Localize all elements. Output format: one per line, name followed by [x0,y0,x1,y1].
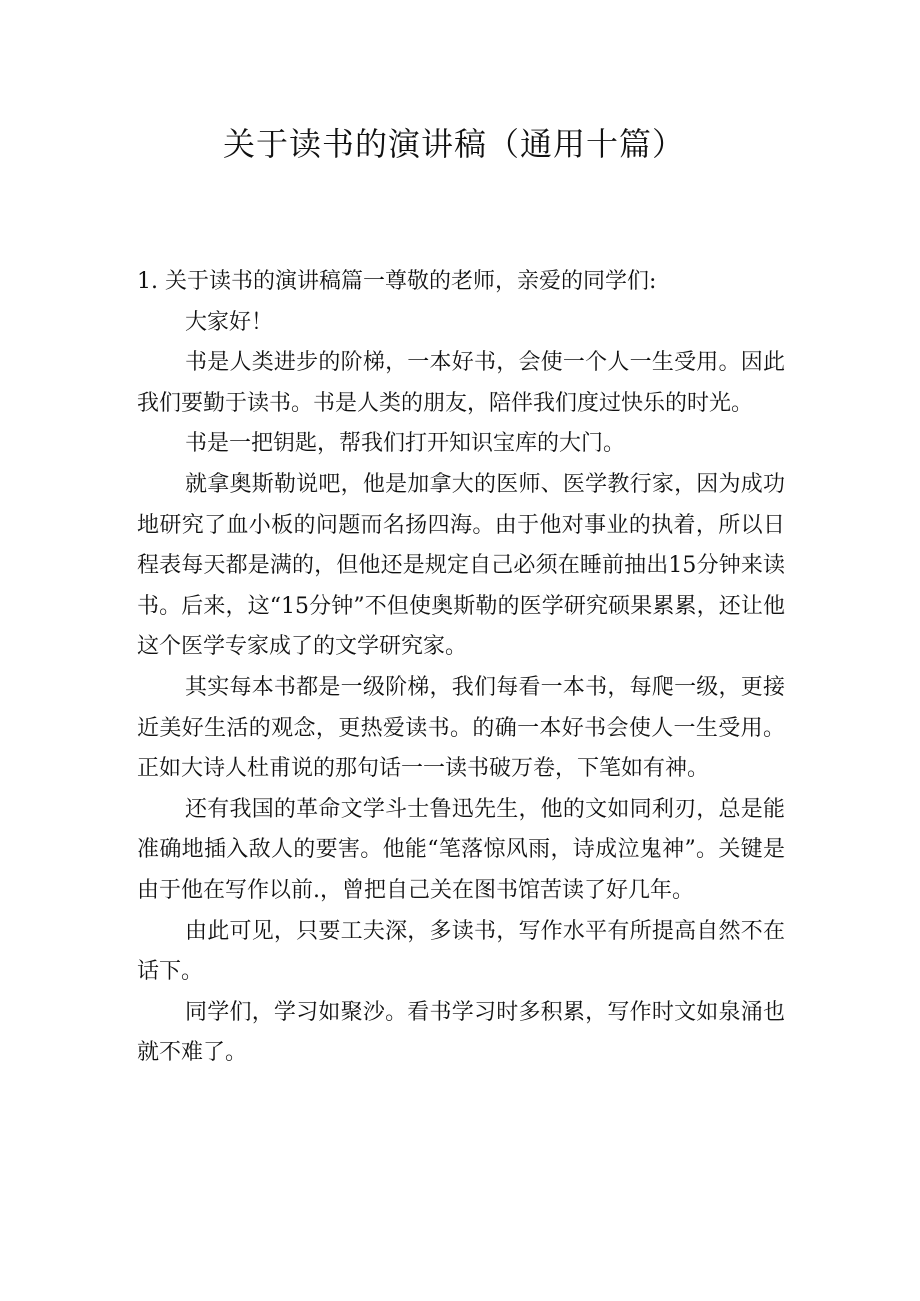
paragraph-body: 书是一把钥匙，帮我们打开知识宝库的大门。 [185,431,626,457]
paragraph-body: 书是人类进步的阶梯，一本好书，会使一个人一生受用。因此我们要勤于读书。书是人类的朋友，陪伴我们度过快乐的时光。 [137,350,785,416]
section-heading: 1. 关于读书的演讲稿篇一尊敬的老师，亲爱的同学们: [137,269,657,294]
document-title: 关于读书的演讲稿（通用十篇） [222,125,685,163]
paragraph-body: 还有我国的革命文学斗士鲁迅先生，他的文如同利刃，总是能准确地插入敌人的要害。他能“笔落惊风雨，诗成泣鬼神”。关键是由于他在写作以前.，曾把自己关在图书馆苦读了好几年。 [137,796,785,903]
paragraph-body: 其实每本书都是一级阶梯，我们每看一本书，每爬一级，更接近美好生活的观念，更热爱读书。的确一本好书会使人一生受用。正如大诗人杜甫说的那句话一一读书破万卷，下笔如有神。 [137,674,785,782]
document-body [137,262,785,1074]
paragraph-body: 就拿奥斯勒说吧，他是加拿大的医师、医学教行家，因为成功地研究了血小板的问题而名扬四海。由于他对事业的执着，所以日程表每天都是满的，但他还是规定自己必须在睡前抽出15分钟来读书。后来，这“15分钟”不但使奥斯勒的医学研究硕果累累，还让他这个医学专家成了的文学研究家。 [137,471,785,660]
paragraph-greeting: 大家好！ [185,309,274,335]
paragraph-body: 由此可见，只要工夫深，多读书，写作水平有所提高自然不在话下。 [137,918,785,985]
paragraph-body: 同学们，学习如聚沙。看书学习时多积累，写作时文如泉涌也就不难了。 [137,999,785,1066]
